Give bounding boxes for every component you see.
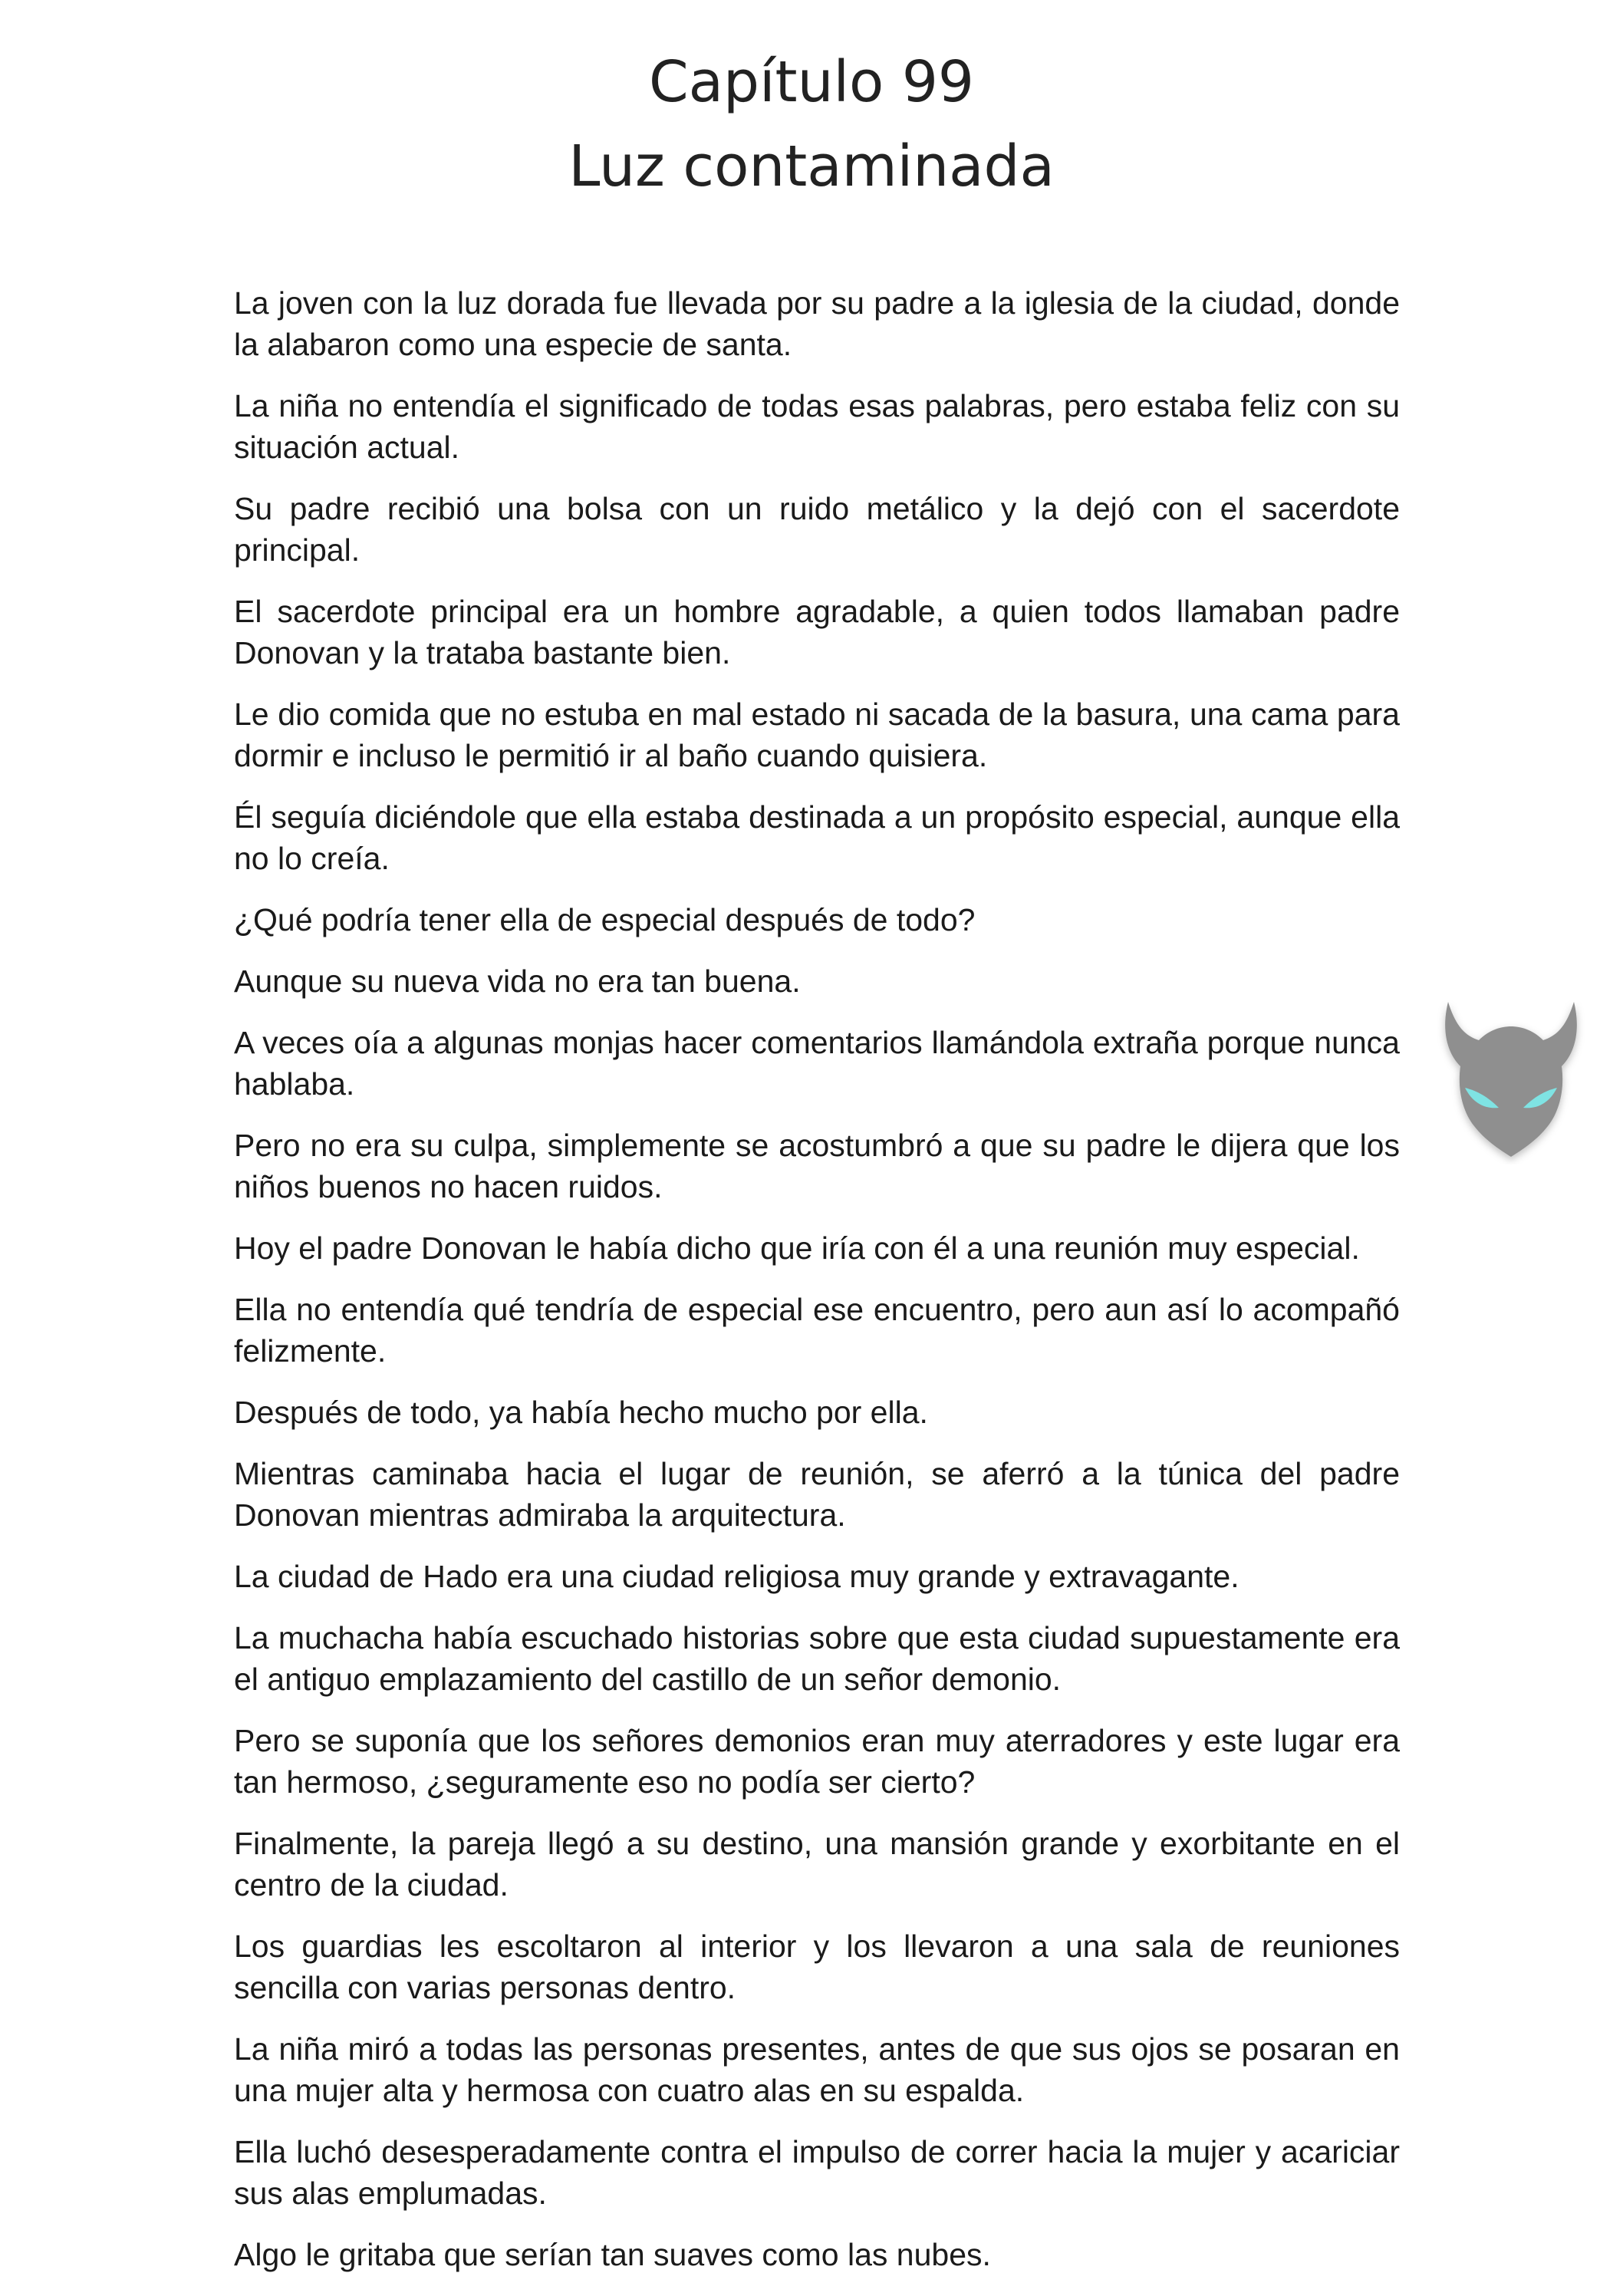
chapter-header xyxy=(0,40,1623,209)
paragraph: Pero no era su culpa, simplemente se acostumbró a que su padre le dijera que los niños buenos no hacen ruidos. xyxy=(234,1128,1400,1204)
watermark-logo xyxy=(1434,996,1588,1164)
paragraph: Ella no entendía qué tendría de especial ese encuentro, pero aun así lo acompañó felizmente. xyxy=(234,1292,1400,1369)
paragraph: Pero se suponía que los señores demonios eran muy aterradores y este lugar era tan hermoso, ¿seguramente eso no podía ser cierto? xyxy=(234,1723,1400,1800)
paragraph: La ciudad de Hado era una ciudad religiosa muy grande y extravagante. xyxy=(234,1559,1239,1594)
paragraph: Mientras caminaba hacia el lugar de reunión, se aferró a la túnica del padre Donovan mientras admiraba la arquitectura. xyxy=(234,1456,1400,1533)
paragraph: Él seguía diciéndole que ella estaba destinada a un propósito especial, aunque ella no lo creía. xyxy=(234,799,1400,876)
paragraph: La muchacha había escuchado historias sobre que esta ciudad supuestamente era el antiguo emplazamiento del castillo de un señor demonio. xyxy=(234,1620,1400,1697)
demon-head-icon xyxy=(1434,996,1588,1164)
chapter-number: Capítulo 99 xyxy=(649,49,974,115)
paragraph: Su padre recibió una bolsa con un ruido metálico y la dejó con el sacerdote principal. xyxy=(234,491,1400,568)
chapter-title: Luz contaminada xyxy=(568,133,1055,199)
paragraph: Los guardias les escoltaron al interior y los llevaron a una sala de reuniones sencilla con varias personas dentro. xyxy=(234,1929,1400,2005)
chapter-body xyxy=(234,282,1400,2295)
paragraph: Hoy el padre Donovan le había dicho que iría con él a una reunión muy especial. xyxy=(234,1230,1360,1266)
paragraph: Finalmente, la pareja llegó a su destino, una mansión grande y exorbitante en el centro de la ciudad. xyxy=(234,1826,1400,1902)
paragraph: Algo le gritaba que serían tan suaves como las nubes. xyxy=(234,2237,991,2272)
paragraph: El sacerdote principal era un hombre agradable, a quien todos llamaban padre Donovan y la trataba bastante bien. xyxy=(234,594,1400,670)
paragraph: Después de todo, ya había hecho mucho por ella. xyxy=(234,1395,928,1430)
paragraph: Aunque su nueva vida no era tan buena. xyxy=(234,964,801,999)
paragraph: Le dio comida que no estuba en mal estado ni sacada de la basura, una cama para dormir e incluso le permitió ir al baño cuando quisiera. xyxy=(234,697,1400,773)
paragraph: La niña miró a todas las personas presentes, antes de que sus ojos se posaran en una mujer alta y hermosa con cuatro alas en su espalda. xyxy=(234,2031,1400,2108)
paragraph: La niña no entendía el significado de todas esas palabras, pero estaba feliz con su situación actual. xyxy=(234,388,1400,465)
demon-head-shape xyxy=(1445,1002,1577,1157)
paragraph: La joven con la luz dorada fue llevada por su padre a la iglesia de la ciudad, donde la alabaron como una especie de santa. xyxy=(234,285,1400,362)
paragraph: Ella luchó desesperadamente contra el impulso de correr hacia la mujer y acariciar sus alas emplumadas. xyxy=(234,2134,1400,2211)
paragraph: A veces oía a algunas monjas hacer comentarios llamándola extraña porque nunca hablaba. xyxy=(234,1025,1400,1102)
paragraph: ¿Qué podría tener ella de especial después de todo? xyxy=(234,902,976,937)
